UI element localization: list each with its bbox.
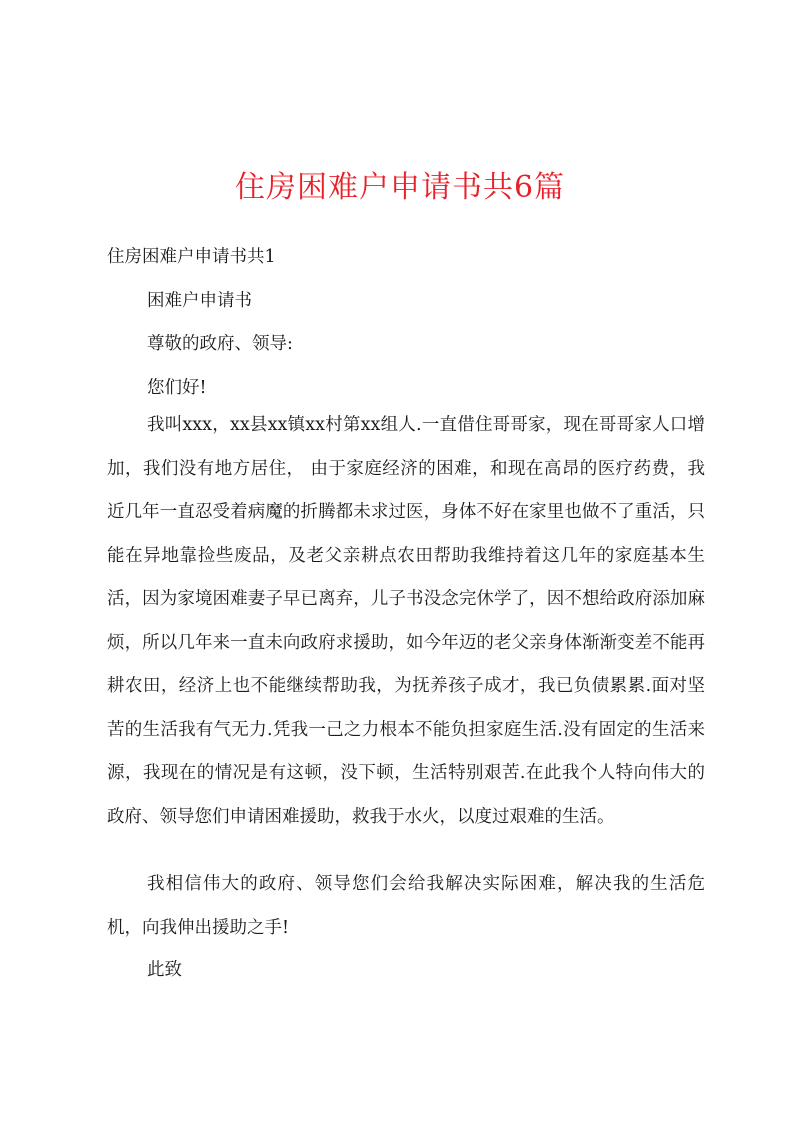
body-paragraph-1: 我叫xxx，xx县xx镇xx村第xx组人.一直借住哥哥家，现在哥哥家人口增加，我们没有地方居住， 由于家庭经济的困难，和现在高昂的医疗药费，我近几年一直忍受着病魔的折腾都未求过医，身体不好在家里也做不了重活，只能在异地靠捡些废品，及老父亲耕点农田帮助我维持着这几年的家庭基本生活，因为家境困难妻子早已离弃，儿子书没念完休学了，因不想给政府添加麻烦，所以几年来一直未向政府求援助，如今年迈的老父亲身体渐渐变差不能再耕农田，经济上也不能继续帮助我，为抚养孩子成才，我已负债累累.面对坚苦的生活我有气无力.凭我一己之力根本不能负担家庭生活.没有固定的生活来源，我现在的情况是有这顿，没下顿，生活特别艰苦.在此我个人特向伟大的政府、领导您们申请困难援助，救我于水火，以度过艰难的生活。 <box>107 415 705 827</box>
closing: 此致 <box>147 960 182 980</box>
salutation: 尊敬的政府、领导: <box>147 334 293 354</box>
body-paragraph-2: 我相信伟大的政府、领导您们会给我解决实际困难，解决我的生活危机，向我伸出援助之手! <box>107 874 705 938</box>
section-heading: 住房困难户申请书共1 <box>107 247 276 267</box>
letter-title: 困难户申请书 <box>147 291 252 311</box>
document-title: 住房困难户申请书共6篇 <box>234 170 566 205</box>
greeting: 您们好! <box>147 378 207 398</box>
